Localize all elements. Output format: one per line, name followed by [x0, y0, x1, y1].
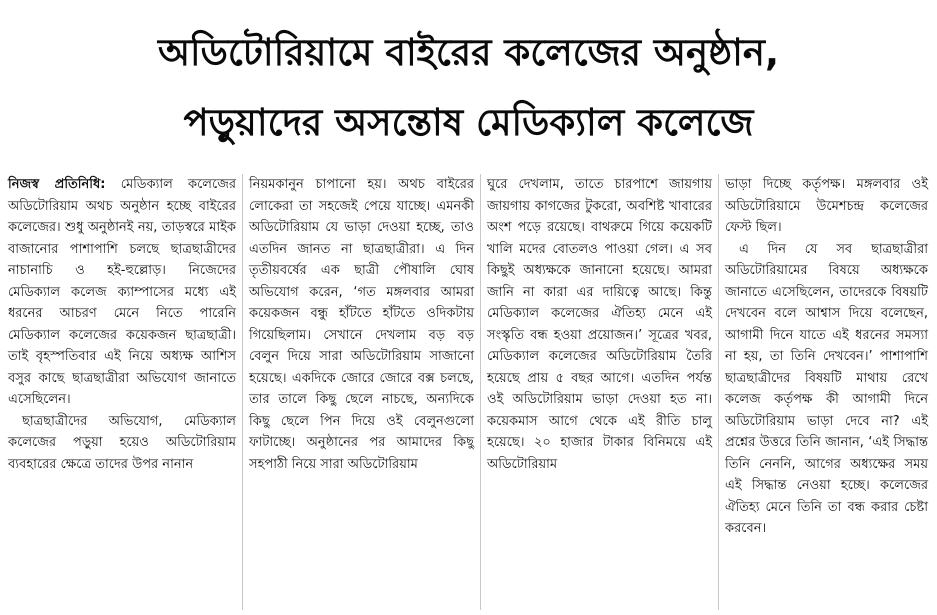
- article-column-1: [4, 174, 242, 610]
- article-paragraph: ছাত্রছাত্রীদের অভিযোগ, মেডিক্যাল কলেজের পড়ুয়া হয়েও অডিটোরিয়াম ব্যবহারের ক্ষেত্রে তাদের উপর নানান: [8, 413, 236, 472]
- article-column-2: [242, 174, 480, 610]
- article-paragraph: নিয়মকানুন চাপানো হয়। অথচ বাইরের লোকেরা তা সহজেই পেয়ে যাচ্ছে। এমনকী অডিটোরিয়াম যে ভাড়া দেওয়া হচ্ছে, তাও এতদিন জানত না ছাত্রছাত্রীরা। এ দিন তৃতীয়বর্ষের এক ছাত্রী পৌষালি ঘোষ অভিযোগ করেন, ‘গত মঙ্গলবার আমরা কয়েকজন বন্ধু হাঁটতে হাঁটতে ওদিকটায় গিয়েছিলাম। সেখানে দেখলাম বড় বড় বেলুন দিয়ে সারা অডিটোরিয়াম সাজানো হয়েছে। একদিকে জোরে জোরে বক্স চলছে, তার তালে কিছু ছেলে নাচছে, অন্যদিকে কিছু ছেলে পিন দিয়ে ওই বেলুনগুলো ফাটাচ্ছে। অনুষ্ঠানের পর আমাদের কিছু সহপাঠী নিয়ে সারা অডিটোরিয়াম: [249, 177, 474, 472]
- byline: নিজস্ব প্রতিনিধি:: [8, 177, 106, 192]
- article-paragraph: এ দিন যে সব ছাত্রছাত্রীরা অডিটোরিয়ামের বিষয়ে অধ্যক্ষকে জানাতে এসেছিলেন, তাদেরকে বিষয়টি দেখবেন বলে আশ্বাস দিয়ে বলেছেন, আগামী দিনে যাতে এই ধরনের সমস্যা না হয়, তা তিনি দেখবেন।’ পাশাপাশি ছাত্রছাত্রীদের বিষয়টি মাথায় রেখে কলেজ কর্তৃপক্ষ কী আগামী দিনে অডিটোরিয়াম ভাড়া দেবে না? এই প্রশ্নের উত্তরে তিনি জানান, ‘এই সিদ্ধান্ত তিনি নেননি, আগের অধ্যক্ষের সময় এই সিদ্ধান্ত নেওয়া হচ্ছে। কলেজের ঐতিহ্য মেনে তিনি তা বন্ধ করার চেষ্টা করবেন।: [725, 241, 928, 536]
- article-column-4: [718, 174, 934, 610]
- paragraph-text: মেডিক্যাল কলেজের অডিটোরিয়াম অথচ অনুষ্ঠান হচ্ছে বাইরের কলেজের। শুধু অনুষ্ঠানই নয়, তাড়স্বরে মাইক বাজানোর পাশাপাশি চলছে ছাত্রছাত্রীদের নাচানাচি ও হই-হুল্লোড়। নিজেদের মেডিক্যাল কলেজ ক্যাম্পাসের মধ্যে এই ধরনের আচরণ মেনে নিতে পারেনি মেডিক্যাল কলেজের কয়েকজন ছাত্রছাত্রী। তাই বৃহস্পতিবার এই নিয়ে অধ্যক্ষ আশিস বসুর কাছে ছাত্রছাত্রীরা অভিযোগ জানাতে এসেছিলেন।: [8, 177, 236, 407]
- headline-line-1: অডিটোরিয়ামে বাইরের কলেজের অনুষ্ঠান,: [157, 31, 780, 74]
- article-paragraph: ঘুরে দেখলাম, তাতে চারপাশে জায়গায় জায়গায় কাগজের টুকরো, অবশিষ্ট খাবারের অংশ পড়ে রয়েছে। বাথরুমে গিয়ে কয়েকটি খালি মদের বোতলও পাওয়া গেল। এ সব কিছুই অধ্যক্ষকে জানানো হয়েছে। আমরা জানি না কারা এর দায়িত্বে আছে। কিন্তু মেডিক্যাল কলেজের ঐতিহ্য মেনে এই সংস্কৃতি বন্ধ হওয়া প্রয়োজন।’ সূত্রের খবর, মেডিক্যাল কলেজের অডিটোরিয়াম তৈরি হয়েছে প্রায় ৫ বছর আগে। এতদিন পর্যন্ত ওই অডিটোরিয়াম ভাড়া দেওয়া হত না। কয়েকমাস আগে থেকে এই রীতি চালু হয়েছে। ২০ হাজার টাকার বিনিময়ে এই অডিটোরিয়াম: [487, 177, 712, 472]
- article-paragraph: ভাড়া দিচ্ছে কর্তৃপক্ষ। মঙ্গলবার ওই অডিটোরিয়ামে উমেশচন্দ্র কলেজের ফেস্ট ছিল।: [725, 177, 928, 235]
- article-paragraph: [8, 174, 236, 411]
- article-body: [4, 174, 934, 610]
- headline-line-2: পড়ুয়াদের অসন্তোষ মেডিক্যাল কলেজে: [183, 101, 754, 144]
- article-column-3: [480, 174, 718, 610]
- headline: [8, 10, 929, 166]
